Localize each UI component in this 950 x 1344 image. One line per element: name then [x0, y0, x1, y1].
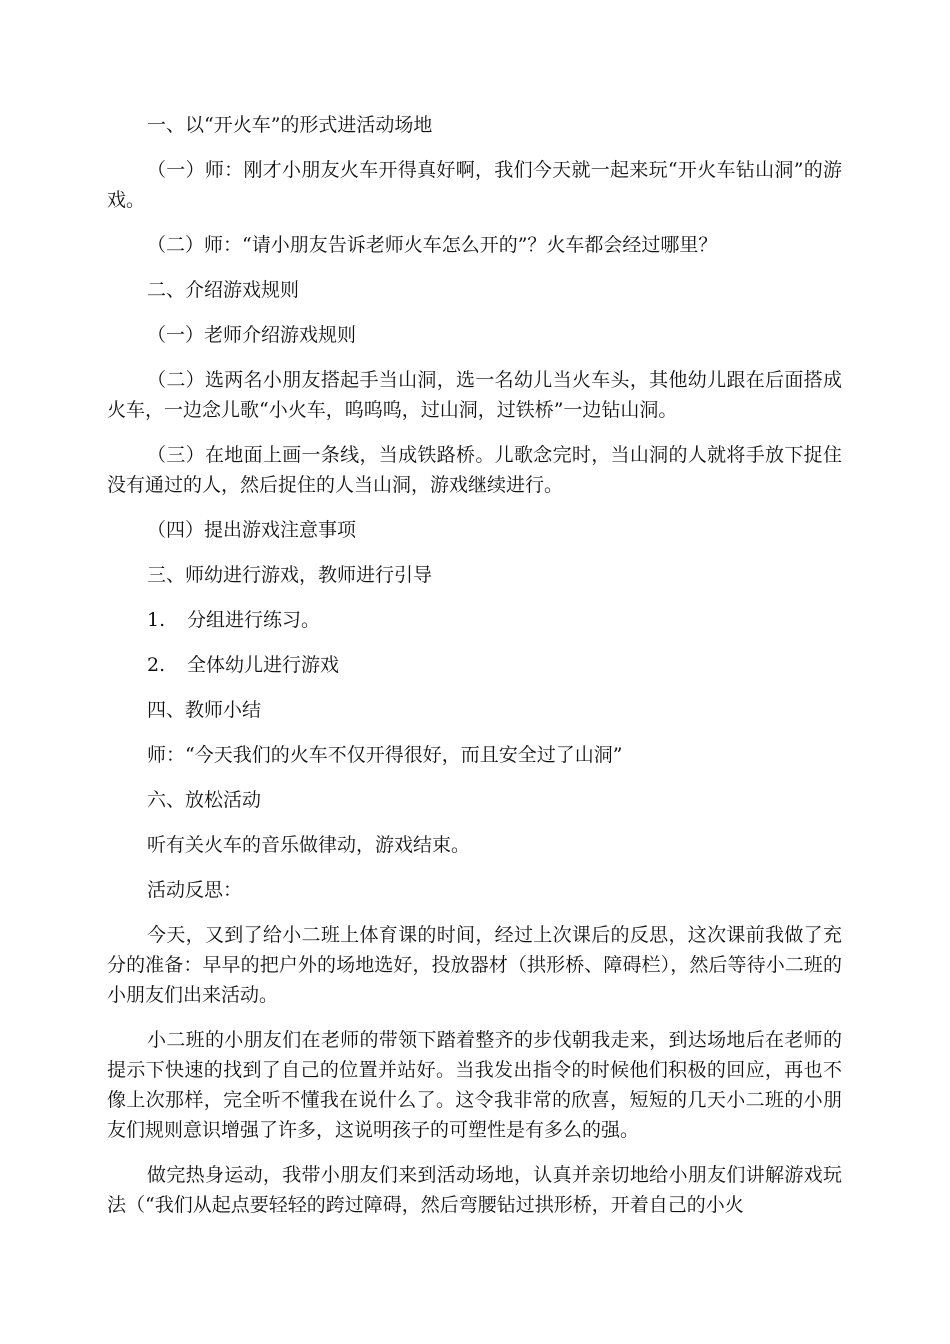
paragraph: （四）提出游戏注意事项 — [147, 519, 357, 541]
paragraph: （二）师：“请小朋友告诉老师火车怎么开的”？火车都会经过哪里？ — [147, 234, 718, 256]
paragraph: 六、放松活动 — [147, 789, 262, 811]
paragraph: 今天，又到了给小二班上体育课的时间，经过上次课后的反思，这次课前我做了充分的准备：早早的把户外的场地选好，投放器材（拱形桥、障碍栏），然后等待小二班的小朋友们出来活动。 — [107, 924, 842, 1006]
item-text: 分组进行练习。 — [187, 609, 321, 631]
paragraph: 师：“今天我们的火车不仅开得很好，而且安全过了山洞” — [147, 744, 623, 766]
numbered-item — [107, 650, 842, 680]
item-number: 2. — [147, 654, 166, 676]
item-number: 1. — [147, 609, 166, 631]
document-body — [107, 110, 842, 1235]
paragraph: 听有关火车的音乐做律动，游戏结束。 — [147, 834, 471, 856]
paragraph: 小二班的小朋友们在老师的带领下踏着整齐的步伐朝我走来，到达场地后在老师的提示下快速的找到了自己的位置并站好。当我发出指令的时候他们积极的回应，再也不像上次那样，完全听不懂我在说什么了。这令我非常的欣喜，短短的几天小二班的小朋友们规则意识增强了许多，这说明孩子的可塑性是有多么的强。 — [107, 1029, 842, 1141]
paragraph: 做完热身运动，我带小朋友们来到活动场地，认真并亲切地给小朋友们讲解游戏玩法（“我们从起点要轻轻的跨过障碍，然后弯腰钻过拱形桥，开着自己的小火 — [107, 1164, 842, 1216]
paragraph: （一）老师介绍游戏规则 — [147, 324, 357, 346]
paragraph: 四、教师小结 — [147, 699, 262, 721]
paragraph: （二）选两名小朋友搭起手当山洞，选一名幼儿当火车头，其他幼儿跟在后面搭成火车，一边念儿歌“小火车，呜呜呜，过山洞，过铁桥”一边钻山洞。 — [107, 369, 842, 421]
numbered-item — [107, 605, 842, 635]
paragraph: 二、介绍游戏规则 — [147, 279, 300, 301]
paragraph: 三、师幼进行游戏，教师进行引导 — [147, 564, 433, 586]
paragraph: （三）在地面上画一条线，当成铁路桥。儿歌念完时，当山洞的人就将手放下捉住没有通过的人，然后捉住的人当山洞，游戏继续进行。 — [107, 444, 842, 496]
paragraph: 活动反思： — [147, 879, 243, 901]
paragraph: 一、以“开火车”的形式进活动场地 — [147, 114, 433, 136]
paragraph: （一）师：刚才小朋友火车开得真好啊，我们今天就一起来玩“开火车钻山洞”的游戏。 — [107, 159, 842, 211]
item-text: 全体幼儿进行游戏 — [187, 654, 340, 676]
